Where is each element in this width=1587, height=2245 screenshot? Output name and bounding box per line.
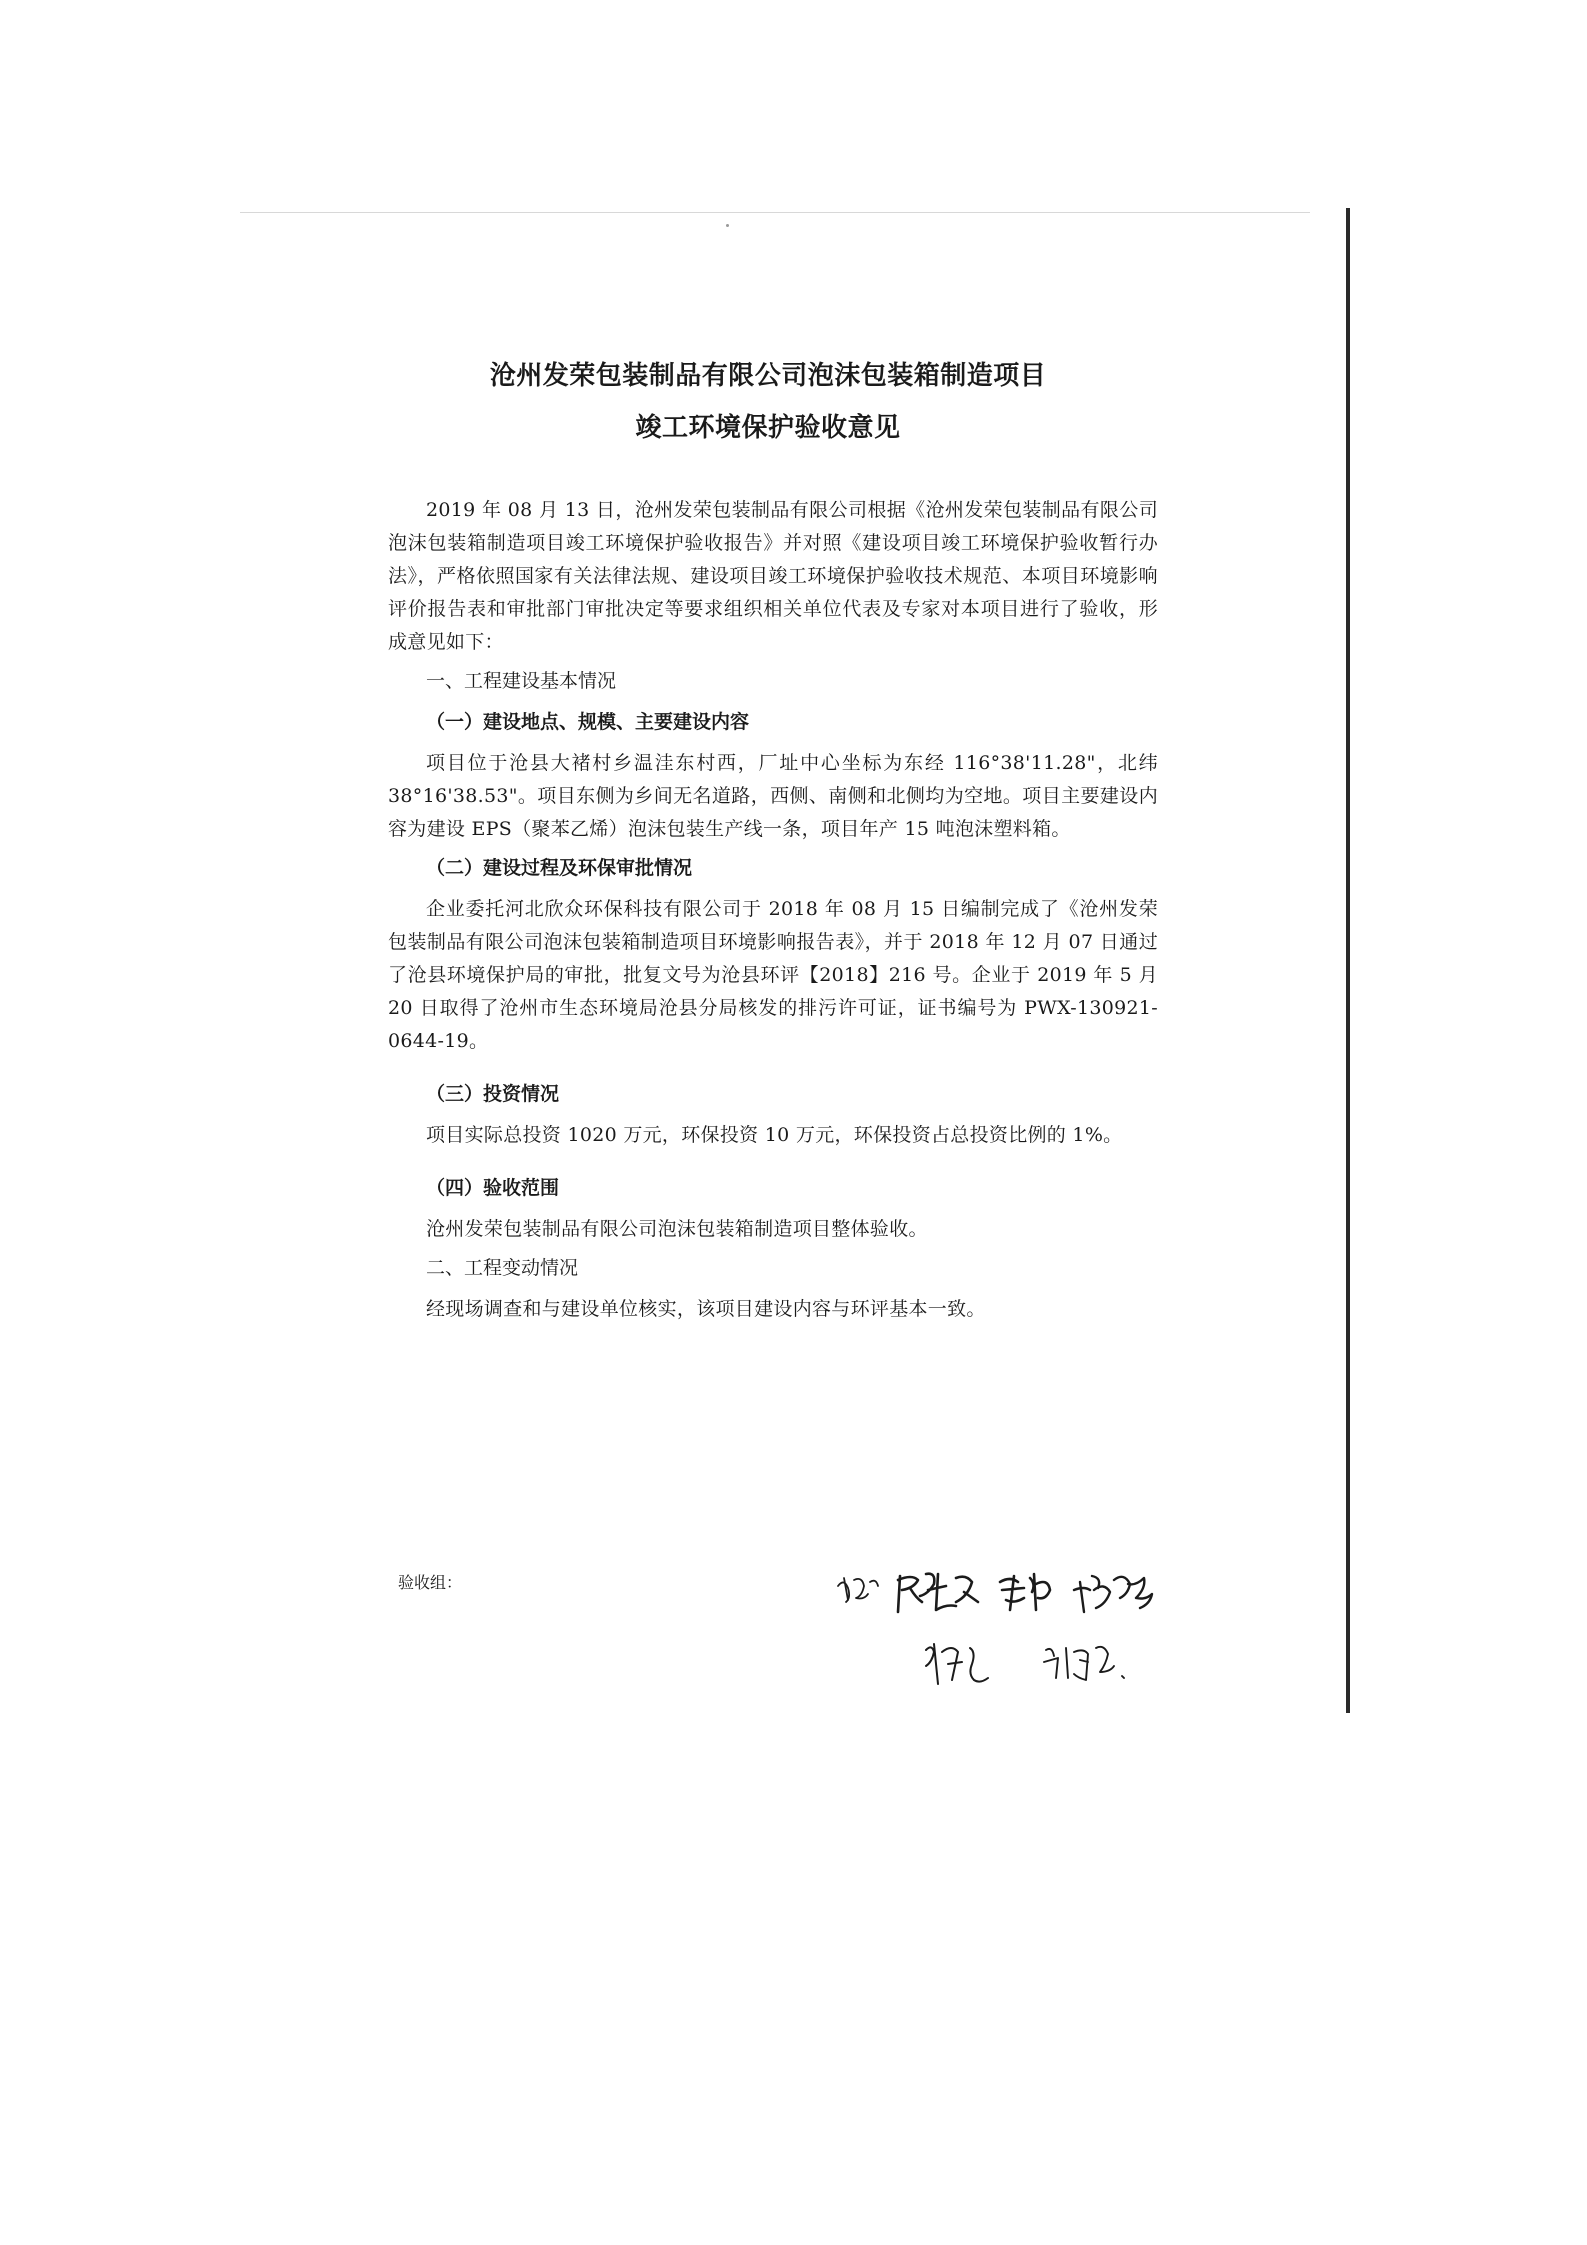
spacer bbox=[388, 1058, 1158, 1072]
sub2-heading: （二）建设过程及环保审批情况 bbox=[426, 857, 693, 879]
sub1-body: 项目位于沧县大褚村乡温洼东村西，厂址中心坐标为东经 116°38'11.28"，北纬 38°16'38.53"。项目东侧为乡间无名道路，西侧、南侧和北侧均为空地。项目主要建设内容为建设 EPS（聚苯乙烯）泡沫包装生产线一条，项目年产 15 吨泡沫塑料箱。 bbox=[388, 752, 1158, 840]
sub3-heading: （三）投资情况 bbox=[426, 1083, 560, 1105]
scan-speck bbox=[726, 224, 729, 227]
handwritten-signatures bbox=[830, 1568, 1300, 1708]
signature-4 bbox=[1074, 1576, 1152, 1612]
section2-body: 经现场调查和与建设单位核实，该项目建设内容与环评基本一致。 bbox=[426, 1298, 986, 1320]
signature-1 bbox=[838, 1578, 878, 1602]
signature-5 bbox=[926, 1644, 988, 1684]
signature-2 bbox=[898, 1574, 978, 1612]
section1-heading: 一、工程建设基本情况 bbox=[426, 670, 617, 692]
document-body bbox=[388, 350, 1158, 1326]
scan-right-edge bbox=[1346, 208, 1350, 1713]
signature-6 bbox=[1044, 1647, 1124, 1680]
title-block bbox=[388, 350, 1158, 454]
scan-top-rule bbox=[240, 212, 1310, 213]
sub4-heading: （四）验收范围 bbox=[426, 1177, 560, 1199]
sub1-heading: （一）建设地点、规模、主要建设内容 bbox=[426, 711, 750, 733]
signature-label: 验收组： bbox=[398, 1573, 463, 1592]
document-title-line2: 竣工环境保护验收意见 bbox=[635, 413, 901, 443]
document-title-line1: 沧州发荣包装制品有限公司泡沫包装箱制造项目 bbox=[489, 361, 1047, 391]
spacer bbox=[388, 1152, 1158, 1166]
sub2-body: 企业委托河北欣众环保科技有限公司于 2018 年 08 月 15 日编制完成了《沧州发荣包装制品有限公司泡沫包装箱制造项目环境影响报告表》，并于 2018 年 12 月 07 日通过了沧县环境保护局的审批，批复文号为沧县环评【2018】216 号。企业于 2019 年 5 月 20 日取得了沧州市生态环境局沧县分局核发的排污许可证，证书编号为 PWX-130921-0644-19。 bbox=[388, 898, 1158, 1052]
section2-heading: 二、工程变动情况 bbox=[426, 1257, 579, 1279]
signature-3 bbox=[1000, 1574, 1050, 1610]
sub3-body: 项目实际总投资 1020 万元，环保投资 10 万元，环保投资占总投资比例的 1%。 bbox=[426, 1124, 1123, 1146]
intro-paragraph: 2019 年 08 月 13 日，沧州发荣包装制品有限公司根据《沧州发荣包装制品有限公司泡沫包装箱制造项目竣工环境保护验收报告》并对照《建设项目竣工环境保护验收暂行办法》，严格依照国家有关法律法规、建设项目竣工环境保护验收技术规范、本项目环境影响评价报告表和审批部门审批决定等要求组织相关单位代表及专家对本项目进行了验收，形成意见如下： bbox=[388, 499, 1158, 653]
signature-scribbles bbox=[830, 1568, 1300, 1708]
sub4-body: 沧州发荣包装制品有限公司泡沫包装箱制造项目整体验收。 bbox=[426, 1218, 928, 1240]
